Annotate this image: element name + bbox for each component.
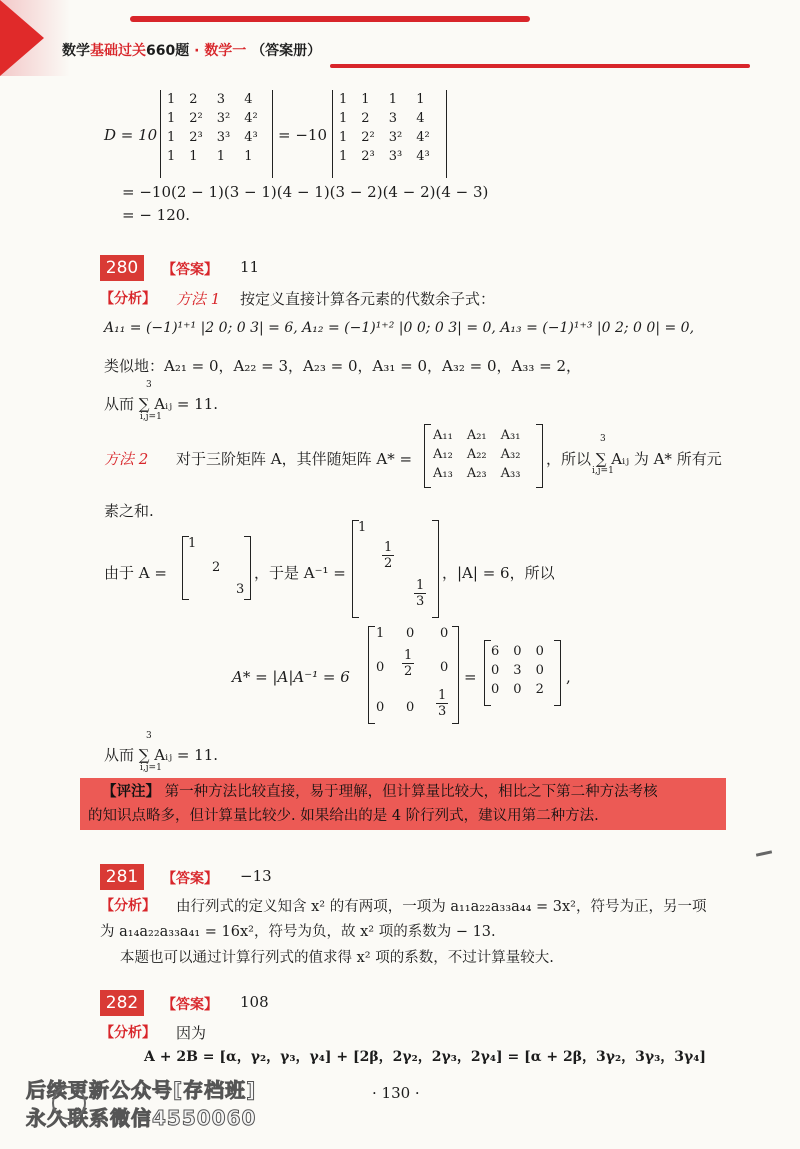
matrix-entry: 1 [167, 92, 176, 107]
analysis-line: 本题也可以通过计算行列式的值求得 x² 项的系数，不过计算量较大. [120, 950, 554, 966]
sum-lower: i,j=1 [592, 466, 614, 476]
sum-line: 从而 ∑ Aᵢⱼ = 11. [104, 395, 219, 413]
analysis-line: 由行列式的定义知含 x² 的有两项，一项为 a₁₁a₂₂a₃₃a₄₄ = 3x²，符号为正，另一项 [176, 899, 707, 915]
matrix-entry: 0 [440, 660, 449, 675]
matrix-entry: 2 [212, 560, 221, 575]
matrix-row [484, 661, 551, 680]
matrix-entry: A₃₁ [500, 428, 521, 443]
matrix-row [160, 128, 265, 147]
method-text-cont: 素之和. [104, 502, 154, 520]
bracket-right [432, 520, 439, 618]
matrix-entry: A₂₃ [466, 466, 487, 481]
matrix-entry: 4³ [244, 130, 258, 145]
matrix-entry: 1 [361, 92, 370, 107]
method-label: 方法 2 [104, 450, 149, 468]
matrix-entry: 0 [406, 626, 415, 641]
matrix-entry: 3² [388, 130, 403, 145]
sum-upper: 3 [146, 731, 152, 741]
matrix-entry: $\frac{1}{3}$ [416, 578, 425, 609]
matrix-entry: 6 [491, 644, 500, 659]
similar-line: 类似地：A₂₁ = 0，A₂₂ = 3，A₂₃ = 0，A₃₁ = 0，A₃₂ = 0，A₃₃ = 2， [104, 357, 582, 375]
matrix-entry: 1 [339, 92, 348, 107]
matrix-entry: 1 [388, 92, 398, 107]
matrix-row [332, 90, 437, 109]
matrix-entry: 4 [244, 92, 253, 107]
equals-sign: = [464, 668, 477, 686]
mid-eq: = −10 [278, 126, 327, 144]
matrix-row [160, 90, 265, 109]
matrix-entry: 1 [244, 149, 253, 164]
question-number: 280 [100, 255, 144, 281]
comment-text: 的知识点略多，但计算量比较少. 如果给出的是 4 阶行列式，建议用第二种方法. [88, 808, 599, 824]
method-label: 方法 1 [176, 290, 221, 308]
sum-lower: i,j=1 [140, 763, 162, 773]
comment-box [80, 778, 726, 830]
matrix-1 [160, 90, 265, 166]
question-number: 282 [100, 990, 144, 1016]
comma: , [566, 668, 571, 686]
adj-eq-prefix: A* = |A|A⁻¹ = 6 [232, 668, 350, 686]
matrix-row [426, 426, 527, 445]
matrix-row [426, 445, 527, 464]
header-rule-bottom [330, 64, 750, 68]
question-number: 281 [100, 864, 144, 890]
vector-equation: A + 2B = [α，γ₂，γ₃，γ₄] + [2β，2γ₂，2γ₃，2γ₄] = [α + 2β，3γ₂，3γ₃，3γ₄] [144, 1049, 707, 1065]
matrix-entry: A₁₁ [433, 428, 453, 443]
since-mid: ，于是 A⁻¹ = [254, 564, 346, 582]
matrix-row [426, 464, 527, 483]
matrix-entry: A₃₃ [500, 466, 521, 481]
matrix-entry: 1 [167, 149, 176, 164]
answer-tag: 【答案】 [162, 997, 218, 1013]
matrix-entry: 2 [189, 92, 198, 107]
det-bar [446, 90, 447, 178]
matrix-entry: $\frac{1}{2}$ [404, 648, 413, 679]
matrix-row [332, 147, 437, 166]
d-label: D = 10 [104, 126, 158, 144]
matrix-entry: 1 [416, 92, 425, 107]
bracket-left [368, 626, 375, 724]
answer-value: 108 [240, 993, 269, 1011]
analysis-tag: 【分析】 [100, 1025, 156, 1041]
sum-line: 从而 ∑ Aᵢⱼ = 11. [104, 746, 219, 764]
matrix-entry: A₃₂ [500, 447, 521, 462]
matrix-entry: 4 [416, 111, 425, 126]
matrix-entry: 2³ [361, 149, 375, 164]
matrix-entry: $\frac{1}{3}$ [438, 688, 447, 719]
matrix-entry: 1 [216, 149, 226, 164]
bracket-right [244, 536, 251, 600]
matrix-entry: 3³ [388, 149, 403, 164]
matrix-entry: 0 [406, 700, 415, 715]
matrix-entry: 0 [376, 700, 385, 715]
matrix-entry: 0 [535, 644, 544, 659]
since-end: ，|A| = 6，所以 [442, 564, 555, 582]
matrix-entry: 3 [236, 582, 245, 597]
matrix-2 [332, 90, 437, 166]
book-title: 数学基础过关660题 · 数学一 （答案册） [62, 43, 322, 59]
matrix-entry: 2 [361, 111, 370, 126]
sum-upper: 3 [600, 434, 606, 444]
analysis-tag: 【分析】 [100, 898, 156, 914]
matrix-entry: 1 [358, 520, 367, 535]
comment-text: 第一种方法比较直接，易于理解，但计算量比较大，相比之下第二种方法考核 [164, 784, 658, 800]
header-rule-top [130, 16, 530, 22]
answer-tag: 【答案】 [162, 262, 218, 278]
matrix-entry: 0 [513, 644, 522, 659]
matrix-entry: 0 [376, 660, 385, 675]
matrix-entry: 1 [167, 111, 176, 126]
since-text: 由于 A = [104, 564, 167, 582]
sum-lower: i,j=1 [140, 412, 162, 422]
matrix-row [332, 109, 437, 128]
matrix-entry: 4² [416, 130, 430, 145]
matrix-entry: 0 [535, 663, 544, 678]
matrix-entry: 0 [491, 682, 500, 697]
bracket-right [554, 640, 561, 706]
matrix-row [332, 128, 437, 147]
watermark-logo-icon [52, 1086, 86, 1120]
expansion-line: = −10(2 − 1)(3 − 1)(4 − 1)(3 − 2)(4 − 2)(4 − 3) [122, 183, 489, 201]
scan-mark [756, 850, 772, 856]
answer-value: 11 [240, 258, 260, 276]
matrix-entry: 3² [216, 111, 231, 126]
matrix-entry: 4² [244, 111, 258, 126]
adjugate-matrix [426, 426, 527, 483]
watermark-line: 永久联系微信4550060 [26, 1106, 257, 1130]
matrix-entry: 4³ [416, 149, 430, 164]
method-text-after: ，所以 ∑ Aᵢⱼ 为 A* 所有元 [546, 450, 722, 468]
matrix-entry: 1 [339, 111, 348, 126]
matrix-entry: A₁₂ [433, 447, 453, 462]
bracket-right [452, 626, 459, 724]
matrix-entry: 2² [189, 111, 203, 126]
matrix-entry: 3 [388, 111, 398, 126]
matrix-entry: 1 [339, 130, 348, 145]
matrix-entry: 1 [188, 536, 197, 551]
method-text: 对于三阶矩阵 A，其伴随矩阵 A* = [176, 450, 413, 468]
matrix-entry: 2² [361, 130, 375, 145]
matrix-entry: 2 [535, 682, 544, 697]
matrix-entry: A₂₁ [466, 428, 487, 443]
method-text: 按定义直接计算各元素的代数余子式： [240, 290, 496, 308]
matrix-entry: 3 [216, 92, 226, 107]
matrix-entry: 2³ [189, 130, 203, 145]
matrix-entry: 0 [513, 682, 522, 697]
matrix-entry: 0 [440, 626, 449, 641]
matrix-entry: 1 [376, 626, 385, 641]
header-triangle-icon [0, 0, 44, 76]
analysis-tag: 【分析】 [100, 291, 156, 307]
matrix-row [160, 147, 265, 166]
page-number: · 130 · [372, 1084, 420, 1102]
analysis-line: 为 a₁₄a₂₂a₃₃a₄₁ = 16x²，符号为负，故 x² 项的系数为 − 13. [100, 924, 496, 940]
matrix-entry: $\frac{1}{2}$ [384, 540, 393, 571]
result-line: = − 120. [122, 206, 191, 224]
matrix-entry: 1 [167, 130, 176, 145]
matrix-entry: 0 [491, 663, 500, 678]
because-text: 因为 [176, 1024, 207, 1042]
matrix-entry: 3³ [216, 130, 231, 145]
matrix-entry: A₂₂ [466, 447, 487, 462]
matrix-row [484, 642, 551, 661]
cofactor-line: A₁₁ = (−1)¹⁺¹ |2 0; 0 3| = 6, A₁₂ = (−1)¹⁺² |0 0; 0 3| = 0, A₁₃ = (−1)¹⁺³ |0 2; 0 0| = 0, [104, 320, 695, 336]
matrix-entry: 3 [513, 663, 522, 678]
comment-tag: 【评注】 [102, 784, 160, 800]
matrix-entry: 1 [189, 149, 198, 164]
answer-value: −13 [240, 867, 272, 885]
answer-tag: 【答案】 [162, 871, 218, 887]
watermark-line: 后续更新公众号[存档班] [26, 1078, 257, 1102]
det-bar [272, 90, 273, 178]
matrix-entry: 1 [339, 149, 348, 164]
bracket-right [536, 424, 543, 488]
matrix-row [484, 680, 551, 699]
matrix-entry: A₁₃ [433, 466, 453, 481]
result-matrix [484, 642, 551, 699]
sum-upper: 3 [146, 380, 152, 390]
matrix-row [160, 109, 265, 128]
